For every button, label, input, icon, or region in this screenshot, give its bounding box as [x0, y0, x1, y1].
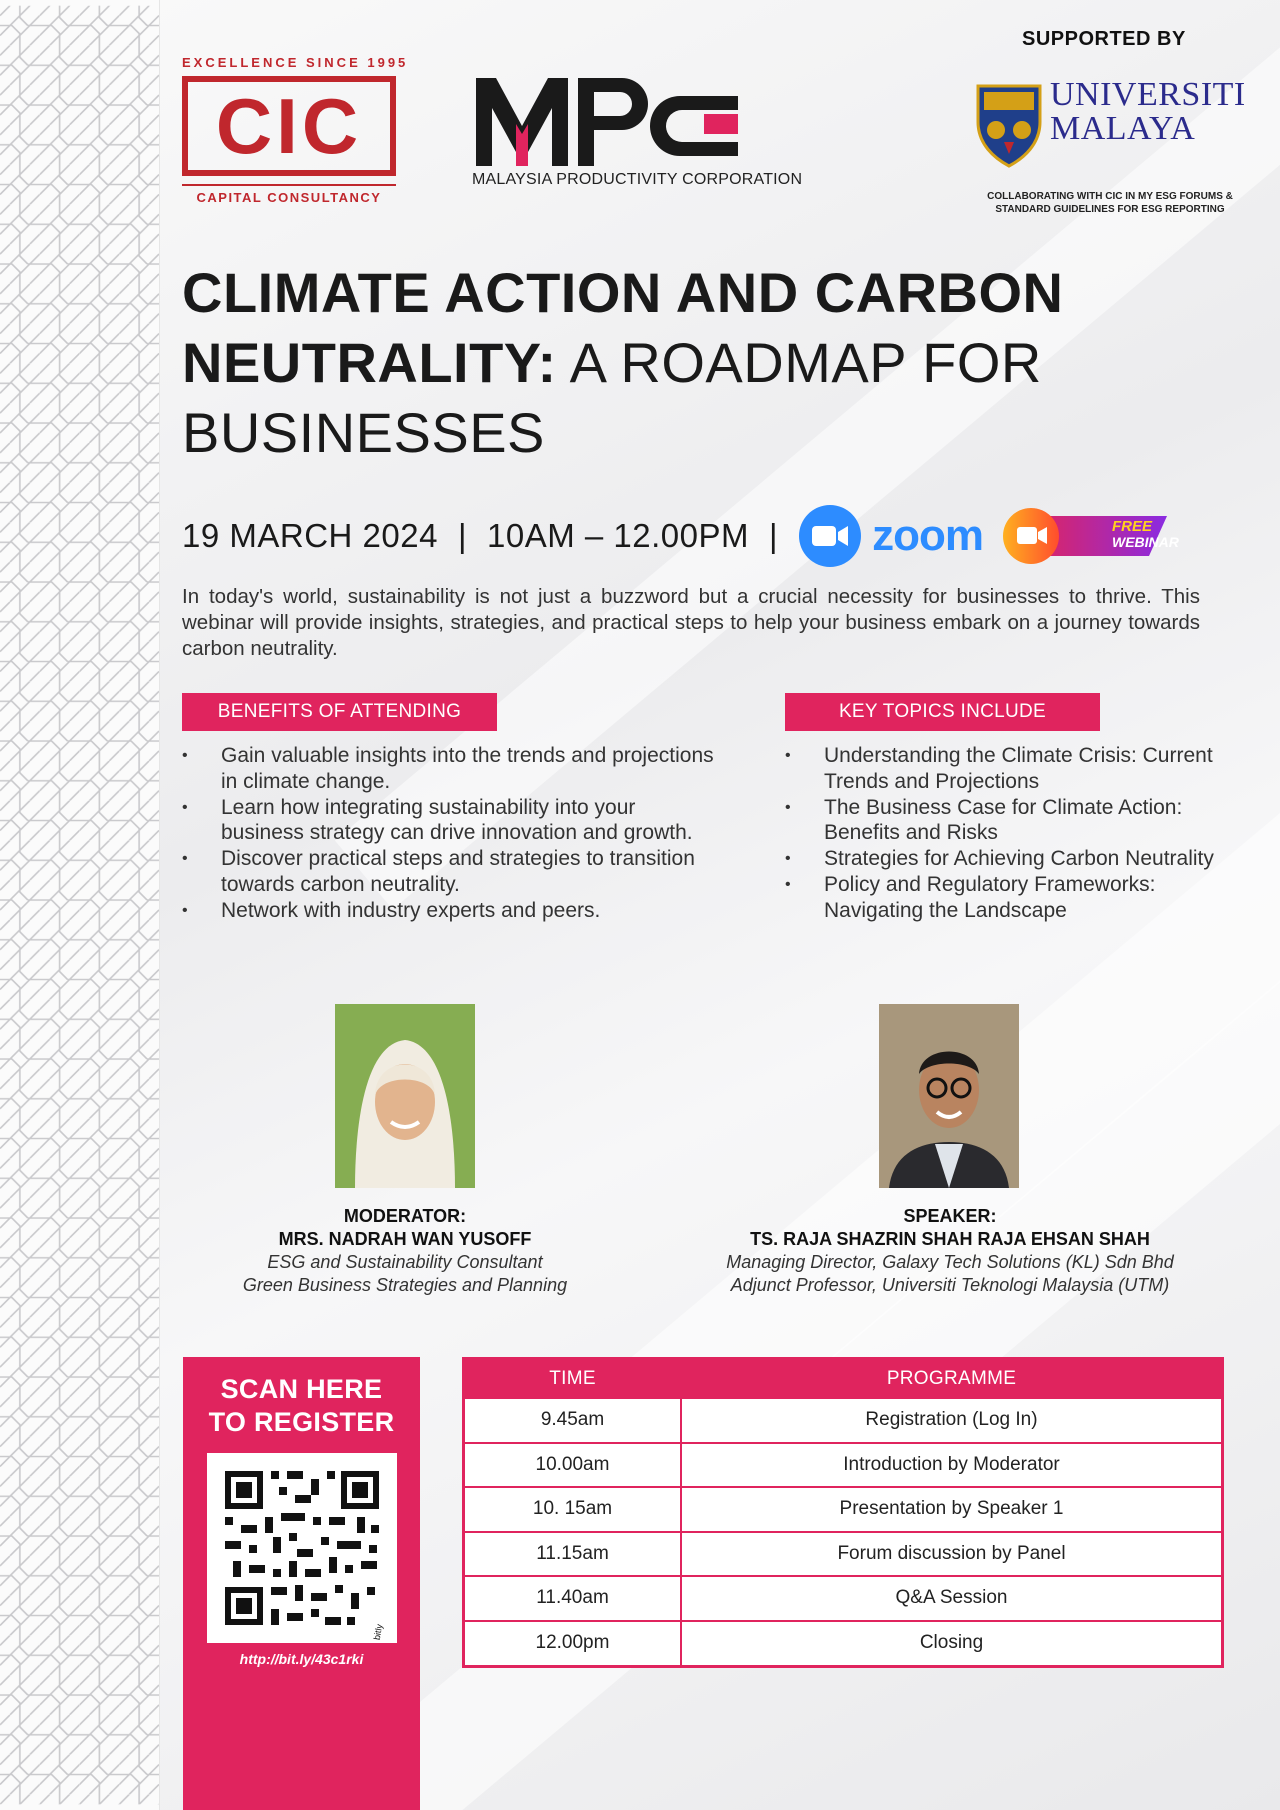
table-row: [465, 1443, 1221, 1488]
table-row: [465, 1621, 1221, 1666]
event-details: [182, 504, 1171, 568]
qr-code-icon: [207, 1453, 397, 1643]
separator: |: [457, 517, 468, 554]
intro-paragraph: In today's world, sustainability is not just a buzzword but a crucial necessity for businesses to thrive. This webinar will provide insights, strategies, and practical steps to help your business embark on a journey towards carbon neutrality.: [182, 585, 1200, 660]
um-name-line1: UNIVERSITI: [1050, 76, 1246, 113]
list-item: • Learn how integrating sustainability into your business strategy can drive innovation and growth.: [182, 795, 722, 847]
um-note-line1: COLLABORATING WITH CIC IN MY ESG FORUMS &: [987, 191, 1233, 202]
cic-tagline: EXCELLENCE SINCE 1995: [182, 55, 409, 70]
row-item: Introduction by Moderator: [681, 1443, 1221, 1488]
row-item: Presentation by Speaker 1: [681, 1487, 1221, 1532]
speaker-name: TS. RAJA SHAZRIN SHAH RAJA EHSAN SHAH: [750, 1229, 1150, 1249]
moderator-info: [195, 1205, 615, 1297]
table-row: [465, 1487, 1221, 1532]
moderator-role: MODERATOR:: [343, 1206, 467, 1226]
mpc-subtitle: MALAYSIA PRODUCTIVITY CORPORATION: [472, 171, 803, 188]
column-header-programme: PROGRAMME: [681, 1360, 1221, 1398]
title-line1: CLIMATE ACTION AND CARBON: [182, 261, 1064, 324]
zoom-wordmark: zoom: [872, 511, 983, 560]
bitly-mark: bitly: [372, 1623, 385, 1641]
separator: |: [769, 517, 779, 554]
row-time: 9.45am: [465, 1398, 681, 1443]
table-row: [465, 1398, 1221, 1443]
table-row: [465, 1576, 1221, 1621]
register-qr-code[interactable]: [207, 1453, 397, 1643]
row-item: Q&A Session: [681, 1576, 1221, 1621]
supported-by-label: SUPPORTED BY: [1022, 28, 1186, 50]
register-panel: [183, 1357, 420, 1810]
cic-company-name: CAPITAL CONSULTANCY: [196, 190, 382, 205]
event-date: 19 MARCH 2024: [182, 517, 438, 554]
table-row: [465, 1532, 1221, 1577]
title-line2-light: A ROADMAP FOR: [556, 331, 1042, 394]
badge-free: FREE: [1112, 518, 1153, 535]
um-collaboration-note: [960, 190, 1260, 216]
cic-divider: [182, 184, 396, 186]
row-item: Forum discussion by Panel: [681, 1532, 1221, 1577]
row-item: Closing: [681, 1621, 1221, 1666]
speaker-subtitle: Adjunct Professor, Universiti Teknologi Malaysia (UTM): [730, 1275, 1170, 1295]
benefits-list: [182, 743, 722, 924]
title-line3: BUSINESSES: [182, 401, 545, 464]
cic-logo: [182, 76, 396, 176]
topics-list: [785, 743, 1235, 924]
list-item: • Understanding the Climate Crisis: Current Trends and Projections: [785, 743, 1235, 795]
row-time: 12.00pm: [465, 1621, 681, 1666]
topics-heading: KEY TOPICS INCLUDE: [785, 693, 1100, 731]
um-crest-icon: [974, 82, 1044, 168]
row-item: Registration (Log In): [681, 1398, 1221, 1443]
speaker-role: SPEAKER:: [903, 1206, 997, 1226]
moderator-title: ESG and Sustainability Consultant: [267, 1252, 543, 1272]
um-note-line2: STANDARD GUIDELINES FOR ESG REPORTING: [995, 204, 1225, 215]
event-time: 10AM – 12.00PM: [487, 517, 750, 554]
list-item: • The Business Case for Climate Action: Benefits and Risks: [785, 795, 1235, 847]
moderator-photo: [335, 1004, 475, 1188]
um-name-line2: MALAYA: [1050, 110, 1196, 147]
row-time: 10.00am: [465, 1443, 681, 1488]
speaker-title: Managing Director, Galaxy Tech Solutions (KL) Sdn Bhd: [726, 1252, 1174, 1272]
moderator-subtitle: Green Business Strategies and Planning: [242, 1275, 568, 1295]
mpc-logo-mark: [472, 74, 742, 170]
list-item: • Policy and Regulatory Frameworks: Navigating the Landscape: [785, 872, 1235, 924]
register-line2: TO REGISTER: [208, 1407, 395, 1437]
speaker-info: [665, 1205, 1235, 1297]
column-header-time: TIME: [465, 1360, 681, 1398]
badge-webinar: WEBINAR: [1112, 534, 1179, 550]
list-item: • Strategies for Achieving Carbon Neutrality: [785, 846, 1235, 872]
programme-table: [462, 1357, 1224, 1668]
title-line2-bold: NEUTRALITY:: [182, 331, 557, 394]
cic-logo-letters: CIC: [215, 82, 363, 170]
speaker-photo: [879, 1004, 1019, 1188]
list-item: • Gain valuable insights into the trends and projections in climate change.: [182, 743, 722, 795]
register-line1: SCAN HERE: [220, 1374, 383, 1404]
event-title: [182, 258, 1242, 468]
moderator-name: MRS. NADRAH WAN YUSOFF: [278, 1229, 532, 1249]
zoom-camera-icon: [798, 504, 862, 568]
list-item: • Network with industry experts and peers.: [182, 898, 722, 924]
row-time: 11.40am: [465, 1576, 681, 1621]
geometric-pattern: [0, 0, 160, 1810]
row-time: 11.15am: [465, 1532, 681, 1577]
benefits-heading: BENEFITS OF ATTENDING: [182, 693, 497, 731]
list-item: • Discover practical steps and strategies to transition towards carbon neutrality.: [182, 846, 722, 898]
row-time: 10. 15am: [465, 1487, 681, 1532]
register-link[interactable]: http://bit.ly/43c1rki: [239, 1651, 364, 1667]
